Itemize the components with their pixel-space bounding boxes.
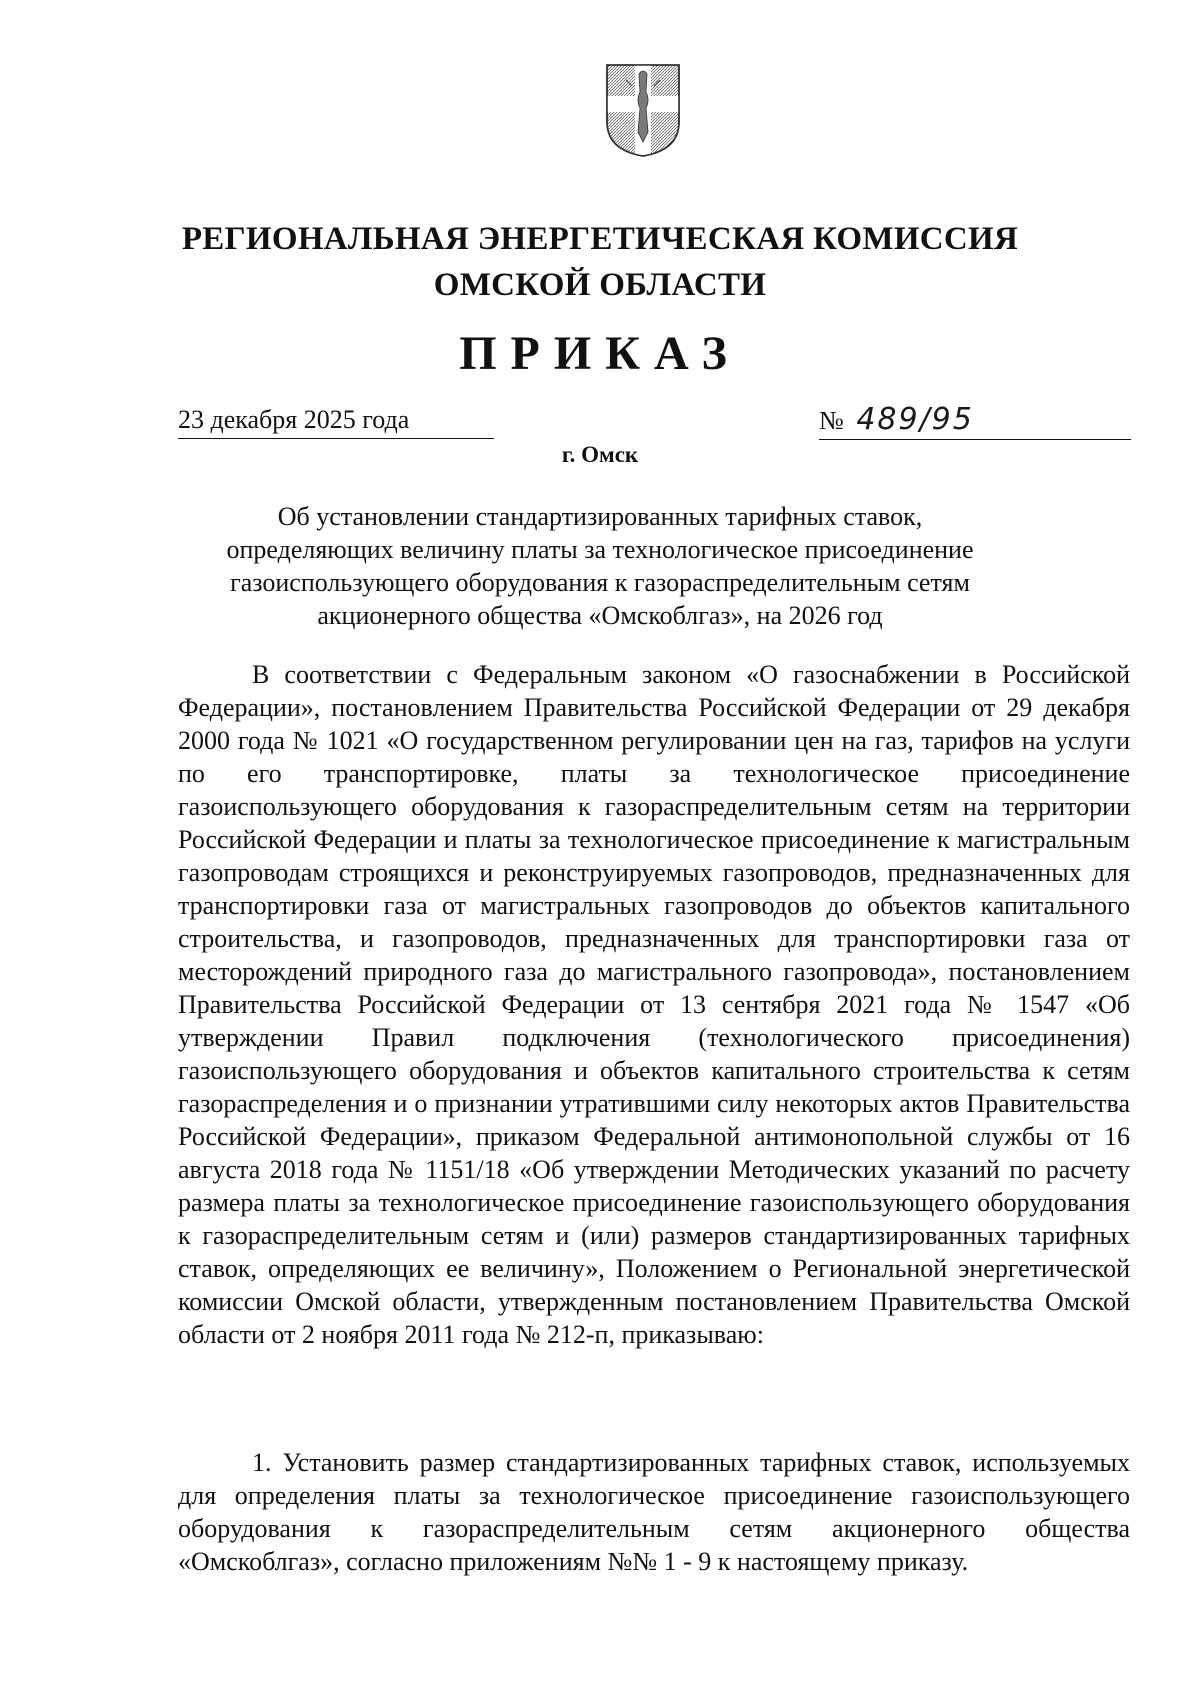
city-label: г. Омск (561, 442, 639, 467)
clause-1-text: 1. Установить размер стандартизированных тарифных ставок, используемых для определения платы за технологическое присоединение газоиспользующего оборудования к газораспределительным сетям акционерного общества «Омскоблгаз», согласно приложениям №№ 1 - 9 к настоящему приказу. (178, 1448, 1130, 1576)
order-number (819, 404, 1131, 440)
subject-line: газоиспользующего оборудования к газораспределительным сетям (230, 568, 970, 597)
organization-name-line2: ОМСКОЙ ОБЛАСТИ (433, 267, 767, 303)
preamble-text: В соответствии с Федеральным законом «О газоснабжении в Российской Федерации», постановлением Правительства Российской Федерации от 29 декабря 2000 года № 1021 «О государственном регулировании цен на газ, тарифов на услуги по его транспортировке, платы за технологическое присоединение газоиспользующего оборудования к газораспределительным сетям на территории Российской Федерации и платы за технологическое присоединение к магистральным газопроводам строящихся и реконструируемых газопроводов, предназначенных для транспортировки газа от магистральных газопроводов до объектов капитального строительства, и газопроводов, предназначенных для транспортировки газа от месторождений природного газа до магистрального газопровода», постановлением Правительства Российской Федерации от 13 сентября 2021 года № 1547 «Об утверждении Правил подключения (технологического присоединения) газоиспользующего оборудования и объектов капитального строительства к сетям газораспределения и о признании утратившими силу некоторых актов Правительства Российской Федерации», приказом Федеральной антимонопольной службы от 16 августа 2018 года № 1151/18 «Об утверждении Методических указаний по расчету размера платы за технологическое присоединение газоиспользующего оборудования к газораспределительным сетям и (или) размеров стандартизированных тарифных ставок, определяющих ее величину», Положением о Региональной энергетической комиссии Омской области, утвержденным постановлением Правительства Омской области от 2 ноября 2011 года № 212-п, приказываю: (178, 660, 1130, 1349)
document-type-title: ПРИКАЗ (459, 327, 741, 380)
number-sign: № (819, 406, 844, 435)
preamble-paragraph (178, 658, 1130, 1351)
clause-1-paragraph (178, 1446, 1130, 1578)
subject-line: акционерного общества «Омскоблгаз», на 2026 год (317, 601, 883, 630)
order-subject (200, 500, 1000, 632)
subject-line: Об установлении стандартизированных тарифных ставок, (277, 502, 923, 531)
omsk-coat-of-arms-icon (604, 62, 682, 158)
organization-name-line1: РЕГИОНАЛЬНАЯ ЭНЕРГЕТИЧЕСКАЯ КОМИССИЯ (181, 221, 1019, 257)
subject-line: определяющих величину платы за технологическое присоединение (226, 535, 974, 564)
handwritten-order-number: 489/95 (856, 402, 974, 437)
order-date: 23 декабря 2025 года (178, 404, 494, 439)
